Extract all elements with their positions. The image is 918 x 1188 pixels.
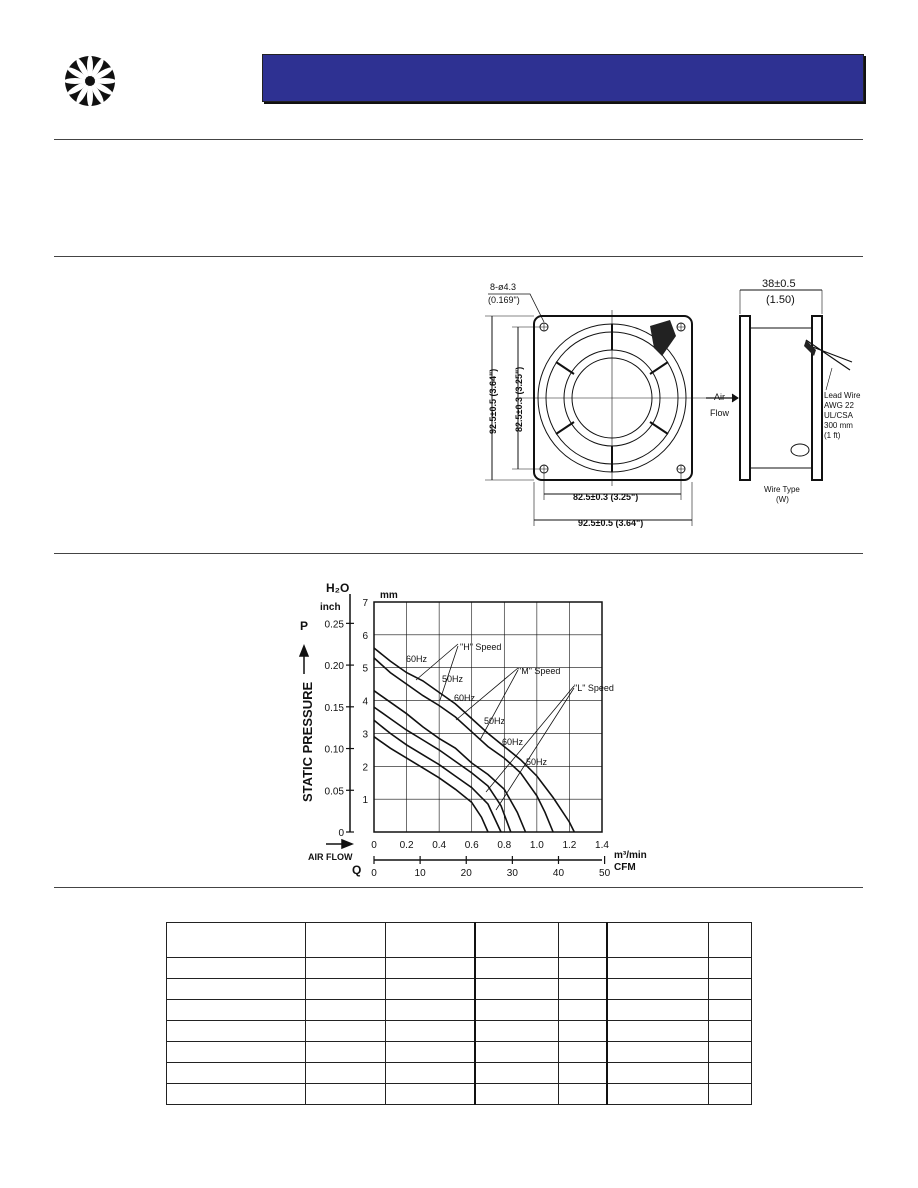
table-row [167, 1084, 752, 1105]
mount-width: 82.5±0.3 (3.25") [573, 492, 639, 502]
y-axis-label: STATIC PRESSURE [300, 681, 315, 802]
x-axis-label: AIR FLOW [308, 852, 353, 862]
overall-width: 92.5±0.5 (3.64") [578, 518, 644, 528]
series-line-l-50hz [374, 737, 488, 832]
table-cell [607, 923, 708, 958]
y-tick-label-mm: 1 [362, 795, 368, 807]
h-60hz-label: 60Hz [406, 654, 428, 664]
wire-type-code: (W) [776, 495, 789, 504]
l-speed-label: "L" Speed [574, 683, 614, 693]
x-tick-label-m3: 0.8 [497, 840, 512, 851]
wire-type: Wire Type [764, 485, 800, 494]
x-unit-m3: m³/min [614, 850, 647, 861]
m-50hz-label: 50Hz [484, 716, 506, 726]
y-tick-label-inch: 0.05 [324, 786, 344, 798]
y-tick-label-mm: 3 [362, 729, 368, 741]
x-tick-label-cfm: 40 [552, 868, 565, 879]
x-tick-label-cfm: 10 [414, 868, 426, 879]
h-50hz-label: 50Hz [442, 674, 464, 684]
y-unit-h2o: H₂O [326, 581, 350, 595]
air-label: Air [714, 392, 725, 402]
m-speed-label: "M" Speed [518, 666, 561, 676]
flow-label: Flow [710, 408, 730, 418]
lead-wire-1: Lead Wire [824, 391, 861, 400]
y-tick-label-mm: 4 [362, 696, 368, 708]
x-tick-label-cfm: 20 [460, 868, 472, 879]
fan-logo-icon [64, 55, 116, 107]
x-tick-label-m3: 0.4 [432, 840, 447, 851]
depth-inches: (1.50) [766, 294, 795, 306]
table-cell [475, 923, 558, 958]
x-tick-label-m3: 0 [371, 840, 377, 851]
l-50hz-label: 50Hz [526, 757, 548, 767]
lead-wire-4: 300 mm [824, 421, 853, 430]
dimension-drawing [470, 270, 870, 540]
table-row [167, 1063, 752, 1084]
table-cell [386, 923, 475, 958]
divider [54, 887, 863, 888]
x-tick-label-m3: 1.2 [562, 840, 577, 851]
y-tick-label-mm: 5 [362, 663, 368, 675]
y-tick-label-inch: 0 [338, 828, 344, 839]
hole-spec-in: (0.169") [488, 295, 520, 305]
y-tick-label-inch: 0.10 [324, 744, 344, 756]
l-60hz-label: 60Hz [502, 737, 524, 747]
lead-wire-3: UL/CSA [824, 411, 853, 420]
y-tick-label-inch: 0.20 [324, 661, 344, 673]
x-tick-label-m3: 0.6 [464, 840, 479, 851]
x-tick-label-cfm: 0 [371, 868, 377, 879]
x-tick-label-m3: 1.4 [595, 840, 609, 851]
y-tick-label-inch: 0.25 [324, 619, 344, 631]
divider [54, 256, 863, 257]
pq-chart [290, 570, 660, 882]
mount-height: 82.5±0.3 (3.25") [514, 366, 524, 432]
table-cell [167, 923, 306, 958]
x-symbol-q: Q [352, 863, 362, 877]
table-cell [305, 923, 386, 958]
table-row [167, 1021, 752, 1042]
table-row [167, 958, 752, 979]
table-cell [558, 923, 607, 958]
y-unit-mm: mm [380, 590, 398, 601]
h-speed-label: "H" Speed [460, 642, 502, 652]
hole-spec: 8-ø4.3 [490, 282, 517, 292]
y-tick-label-mm: 7 [362, 598, 368, 609]
table-row [167, 1042, 752, 1063]
title-banner [262, 54, 864, 102]
y-symbol-p: P [300, 619, 309, 633]
x-unit-cfm: CFM [614, 862, 636, 873]
x-tick-label-m3: 0.2 [399, 840, 414, 851]
y-unit-inch: inch [320, 602, 341, 613]
x-tick-label-cfm: 50 [599, 868, 611, 879]
series-line-h-50hz [374, 658, 553, 832]
table-row [167, 1000, 752, 1021]
table-cell [709, 923, 752, 958]
lead-wire-2: AWG 22 [824, 401, 854, 410]
divider [54, 553, 863, 554]
depth-value: 38±0.5 [762, 278, 796, 290]
x-tick-label-cfm: 30 [506, 868, 518, 879]
y-tick-label-mm: 6 [362, 630, 368, 642]
y-tick-label-mm: 2 [362, 762, 368, 774]
spec-table [166, 922, 752, 1105]
table-row [167, 979, 752, 1000]
m-60hz-label: 60Hz [454, 693, 476, 703]
lead-wire-5: (1 ft) [824, 431, 841, 440]
y-tick-label-inch: 0.15 [324, 702, 344, 714]
overall-height: 92.5±0.5 (3.64") [488, 368, 498, 434]
divider [54, 139, 863, 140]
x-tick-label-m3: 1.0 [529, 840, 544, 851]
